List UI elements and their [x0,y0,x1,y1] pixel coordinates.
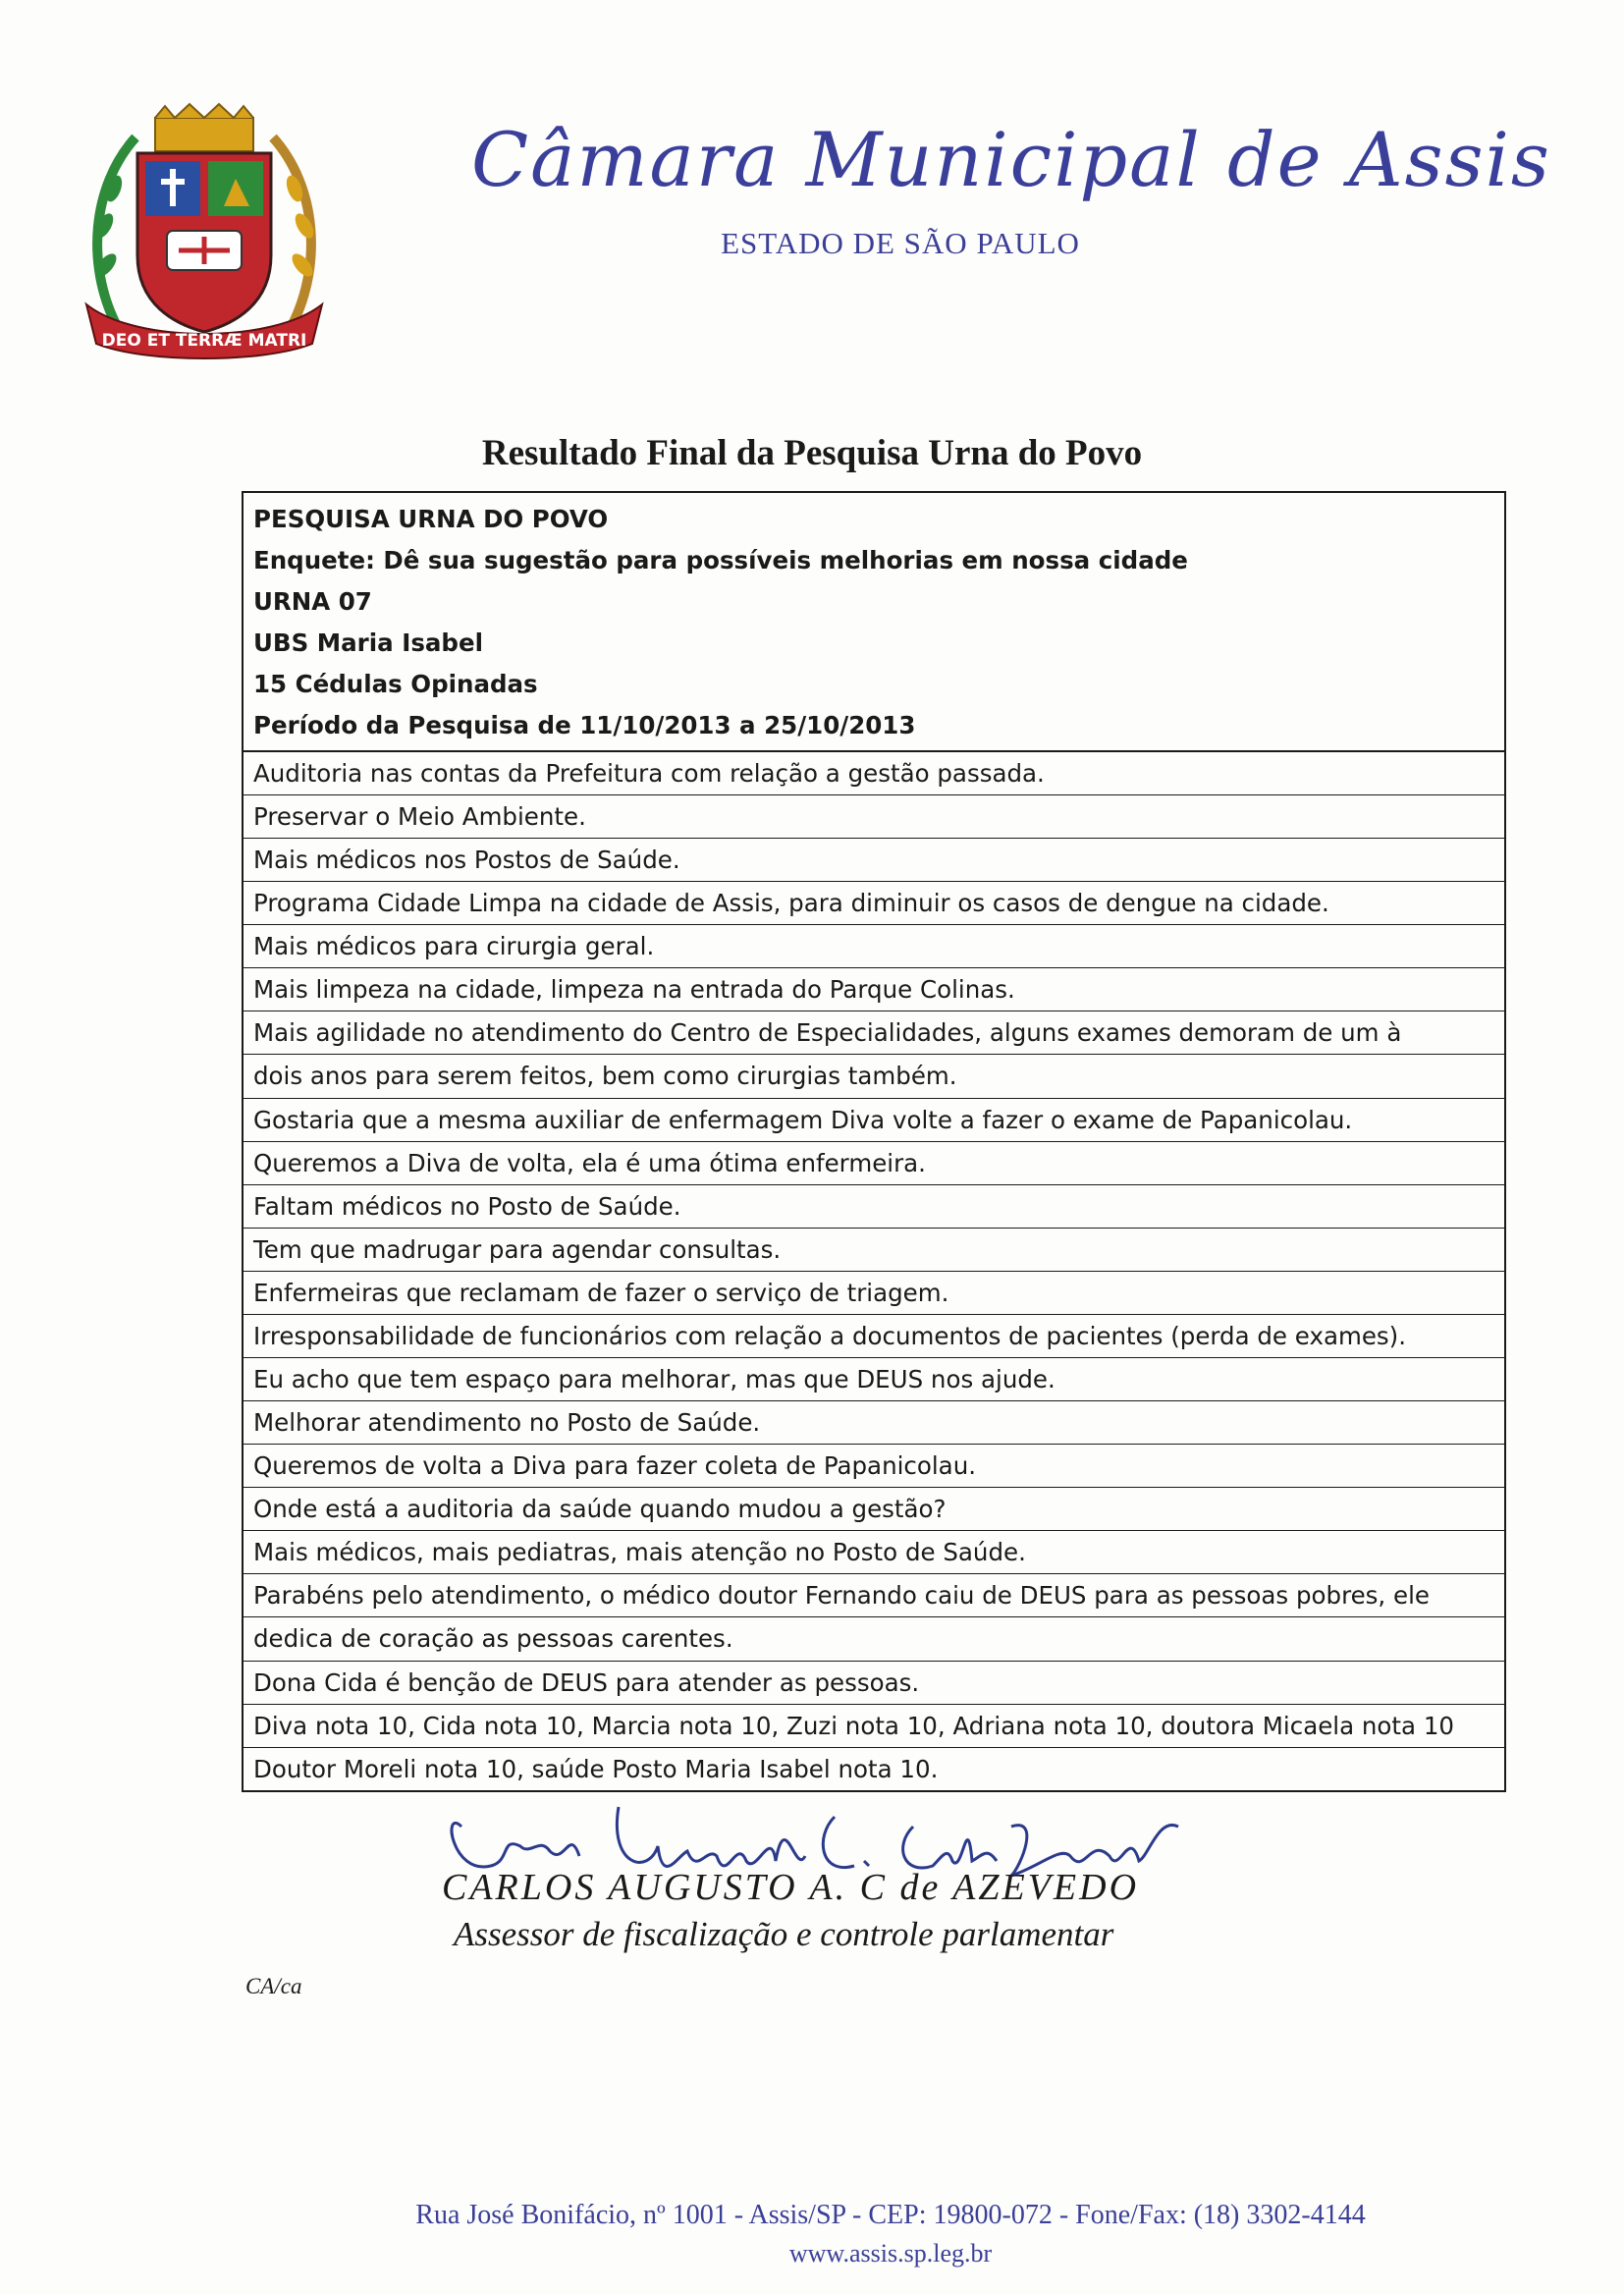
table-row [244,1531,1504,1574]
table-row [244,1272,1504,1315]
response-text: Queremos a Diva de volta, ela é uma ótima enfermeira. [253,1149,926,1177]
response-text: Doutor Moreli nota 10, saúde Posto Maria Isabel nota 10. [253,1755,939,1783]
response-text: Gostaria que a mesma auxiliar de enfermagem Diva volte a fazer o exame de Papanicolau. [253,1106,1353,1134]
survey-question: Enquete: Dê sua sugestão para possíveis melhorias em nossa cidade [253,546,1188,574]
response-text: Tem que madrugar para agendar consultas. [253,1235,782,1264]
table-row [244,1011,1504,1099]
footer-address: Rua José Bonifácio, nº 1001 - Assis/SP - CEP: 19800-072 - Fone/Fax: (18) 3302-4144 [415,2200,1366,2230]
table-row [244,795,1504,839]
response-text: dedica de coração as pessoas carentes. [244,1616,1504,1660]
response-text: Mais médicos, mais pediatras, mais atenção no Posto de Saúde. [253,1538,1026,1566]
table-row [244,1662,1504,1705]
survey-period: Período da Pesquisa de 11/10/2013 a 25/10/2013 [253,711,916,739]
table-row [244,1488,1504,1531]
signatory-role: Assessor de fiscalização e controle parlamentar [454,1915,1114,1953]
response-text: Mais agilidade no atendimento do Centro de Especialidades, alguns exames demoram de um à [253,1018,1402,1047]
response-text: Parabéns pelo atendimento, o médico doutor Fernando caiu de DEUS para as pessoas pobres, ele [253,1581,1430,1610]
survey-name: PESQUISA URNA DO POVO [253,505,609,533]
signatory-name: CARLOS AUGUSTO A. C de AZEVEDO [442,1867,1140,1908]
table-row [244,1099,1504,1142]
survey-ballots: 15 Cédulas Opinadas [253,670,538,698]
state-subtitle: ESTADO DE SÃO PAULO [721,226,1080,260]
response-text: Queremos de volta a Diva para fazer coleta de Papanicolau. [253,1451,977,1480]
response-text: Onde está a auditoria da saúde quando mudou a gestão? [253,1495,947,1523]
response-text: Mais médicos nos Postos de Saúde. [253,846,680,874]
response-text: Diva nota 10, Cida nota 10, Marcia nota 10, Zuzi nota 10, Adriana nota 10, doutora Micaela nota 10 [253,1712,1455,1740]
table-row [244,968,1504,1011]
responses-list [244,752,1504,1790]
document-title: Resultado Final da Pesquisa Urna do Povo [481,433,1143,473]
table-row [244,1185,1504,1229]
response-text: Dona Cida é benção de DEUS para atender as pessoas. [253,1668,920,1697]
table-row [244,839,1504,882]
survey-urn: URNA 07 [253,587,372,616]
typist-initials: CA/ca [245,1974,302,1998]
response-text: Mais limpeza na cidade, limpeza na entrada do Parque Colinas. [253,975,1015,1004]
response-text: Programa Cidade Limpa na cidade de Assis, para diminuir os casos de dengue na cidade. [253,889,1329,917]
response-text: Irresponsabilidade de funcionários com relação a documentos de pacientes (perda de exames). [253,1322,1407,1350]
table-row [244,1142,1504,1185]
response-text: Auditoria nas contas da Prefeitura com relação a gestão passada. [253,759,1045,788]
response-text: Melhorar atendimento no Posto de Saúde. [253,1408,761,1437]
table-row [244,1574,1504,1662]
table-row [244,1705,1504,1748]
response-text: Enfermeiras que reclamam de fazer o serviço de triagem. [253,1279,949,1307]
table-row [244,752,1504,795]
table-row [244,1229,1504,1272]
institution-title: Câmara Municipal de Assis [471,116,1551,203]
table-row [244,1401,1504,1445]
table-row [244,925,1504,968]
crest-motto: DEO ET TERRÆ MATRI [101,331,307,351]
response-text: Eu acho que tem espaço para melhorar, mas que DEUS nos ajude. [253,1365,1056,1393]
survey-location: UBS Maria Isabel [253,628,483,657]
survey-table [242,491,1506,1792]
footer-website[interactable]: www.assis.sp.leg.br [788,2239,993,2268]
response-text: Mais médicos para cirurgia geral. [253,932,655,960]
table-row [244,882,1504,925]
table-row [244,1315,1504,1358]
response-text: dois anos para serem feitos, bem como cirurgias também. [244,1054,1504,1097]
table-row [244,1445,1504,1488]
survey-header [244,493,1504,752]
table-row [244,1358,1504,1401]
response-text: Preservar o Meio Ambiente. [253,802,586,831]
response-text: Faltam médicos no Posto de Saúde. [253,1192,681,1221]
